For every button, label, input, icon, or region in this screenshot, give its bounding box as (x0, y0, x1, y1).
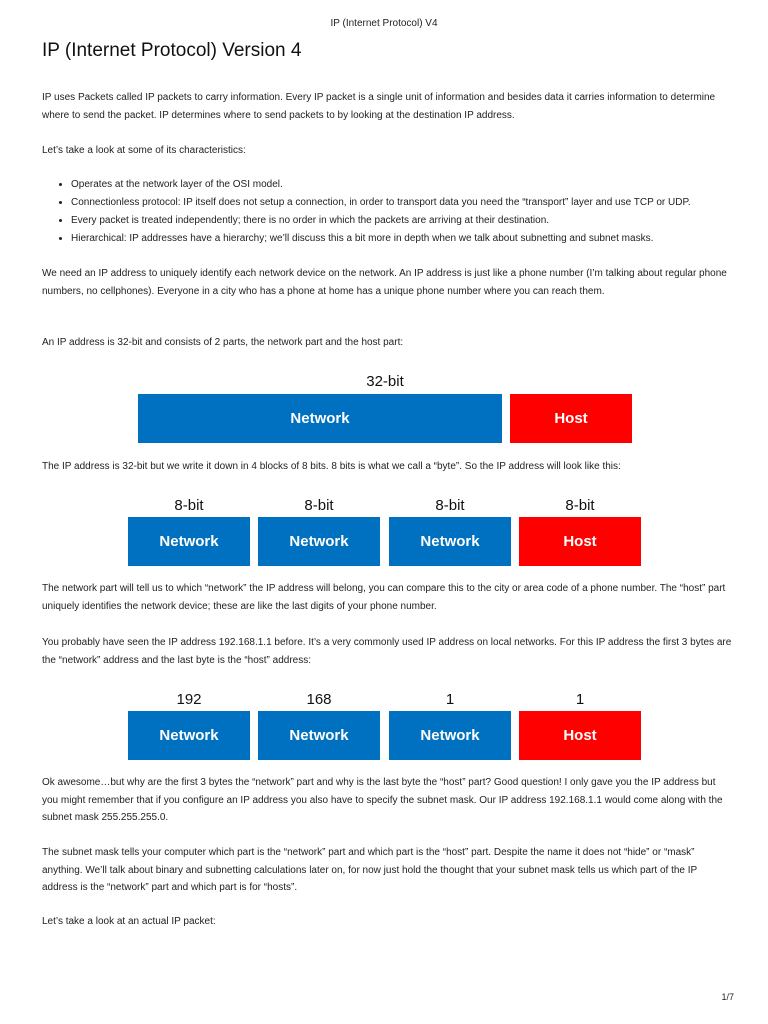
octet-label: 1 (445, 691, 455, 708)
network-box: Network (389, 517, 511, 566)
network-box: Network (128, 517, 250, 566)
paragraph-32bit: An IP address is 32-bit and consists of 2 parts, the network part and the host part: (42, 337, 404, 348)
characteristics-list (42, 176, 761, 248)
list-item: • Operates at the network layer of the OSI model. (71, 176, 761, 194)
paragraph-ip-packet: Let’s take a look at an actual IP packet: (42, 916, 216, 927)
page-header: IP (Internet Protocol) V4 (330, 18, 438, 29)
octet-label: 192 (176, 691, 202, 708)
bit-label: 8-bit (435, 497, 465, 514)
network-box: Network (138, 394, 502, 443)
octet-label: 1 (575, 691, 585, 708)
paragraph-network-host: The network part will tell us to which “network” the IP address will belong, you can compare this to the city or area code of a phone number. The “host” part uniquely identifies the network device; these are like the last digits of your phone number. (42, 583, 726, 612)
page-title: IP (Internet Protocol) Version 4 (42, 40, 302, 61)
bit-label: 8-bit (304, 497, 334, 514)
network-box: Network (258, 517, 380, 566)
page-number: 1/7 (721, 992, 734, 1002)
network-box: Network (389, 711, 511, 760)
host-box: Host (519, 711, 641, 760)
network-box: Network (258, 711, 380, 760)
host-box: Host (519, 517, 641, 566)
bit-label: 32-bit (366, 373, 404, 390)
paragraph-bytes: The IP address is 32-bit but we write it down in 4 blocks of 8 bits. 8 bits is what we call a “byte”. So the IP address will look like this: (42, 461, 621, 472)
bit-label: 8-bit (174, 497, 204, 514)
octet-label: 168 (306, 691, 332, 708)
list-item: • Connectionless protocol: IP itself does not setup a connection, in order to transport data you need the “transport” layer and use TCP or UDP. (71, 194, 761, 212)
list-item: • Hierarchical: IP addresses have a hierarchy; we’ll discuss this a bit more in depth when we talk about subnetting and subnet masks. (71, 230, 761, 248)
paragraph-characteristics: Let’s take a look at some of its characteristics: (42, 145, 246, 156)
paragraph-subnet-mask: The subnet mask tells your computer which part is the “network” part and which part is the “host” part. Despite the name it does not “hide” or “mask” anything. We’ll talk about binary and subnetting calculations later on, for now just hold the thought that your subnet mask tells us which part of the IP address is the “network” part and which part is for “hosts”. (42, 847, 698, 893)
host-box: Host (510, 394, 632, 443)
network-box: Network (128, 711, 250, 760)
paragraph-phone-analogy: We need an IP address to uniquely identify each network device on the network. An IP address is just like a phone number (I’m talking about regular phone numbers, no cellphones). Everyone in a city who has a phone at home has a unique phone number where you can reach them. (42, 268, 727, 297)
paragraph-192-example: You probably have seen the IP address 192.168.1.1 before. It’s a very commonly used IP address on local networks. For this IP address the first 3 bytes are the “network” address and the last byte is the “host” address: (42, 637, 732, 666)
paragraph-subnet-question: Ok awesome…but why are the first 3 bytes the “network” part and why is the last byte the “host” part? Good question! I only gave you the IP address but you might remember that if you configure an IP address you also have to specify the subnet mask. Our IP address 192.168.1.1 would come along with the subnet mask 255.255.255.0. (42, 777, 723, 823)
bit-label: 8-bit (565, 497, 595, 514)
list-item: • Every packet is treated independently; there is no order in which the packets are arriving at their destination. (71, 212, 761, 230)
paragraph-intro: IP uses Packets called IP packets to carry information. Every IP packet is a single unit of information and besides data it carries information to determine where to send the packet. IP determines where to send packets to by looking at the destination IP address. (42, 92, 716, 121)
